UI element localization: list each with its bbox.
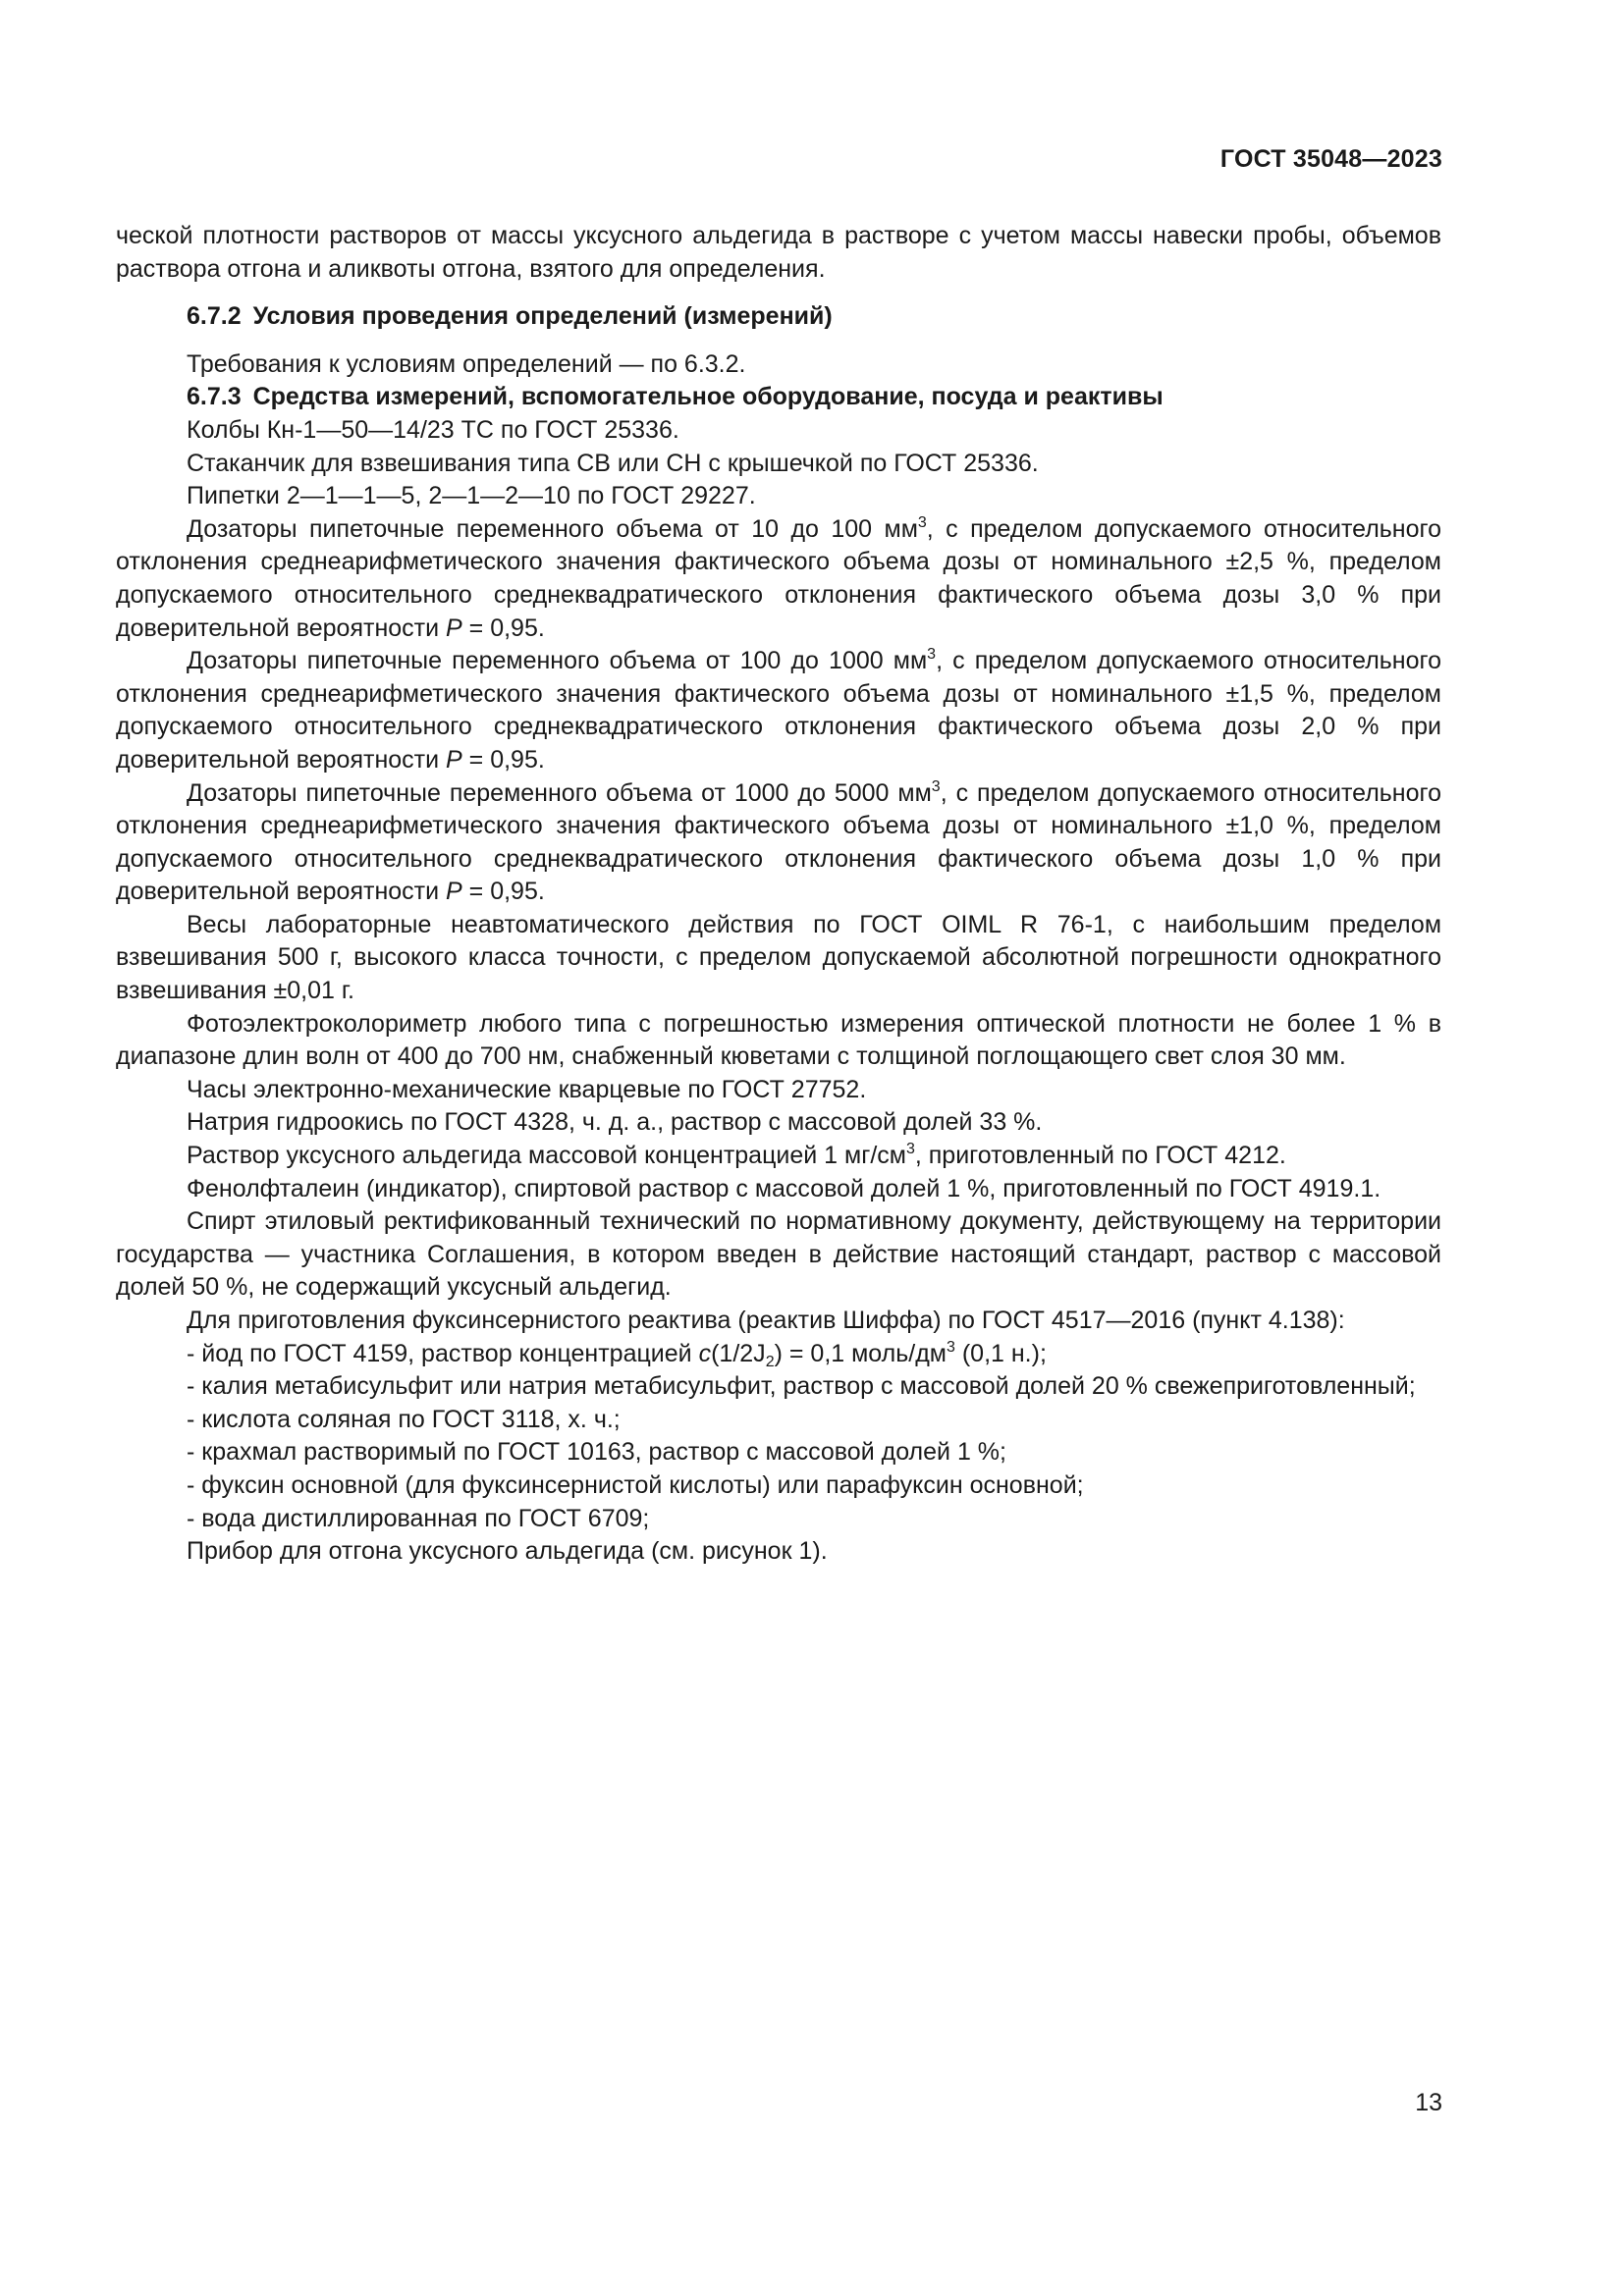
pipettes-paragraph: Пипетки 2—1—1—5, 2—1—2—10 по ГОСТ 29227. xyxy=(187,482,756,510)
page-header: ГОСТ 35048—2023 xyxy=(1219,145,1442,173)
cup-paragraph: Стаканчик для взвешивания типа СВ или СН с крышечкой по ГОСТ 25336. xyxy=(187,449,1039,477)
phenolphthalein-paragraph: Фенолфталеин (индикатор), спиртовой раствор с массовой долей 1 %, приготовленный по ГОСТ 4919.1. xyxy=(187,1174,1381,1202)
variable-p: P xyxy=(446,878,462,906)
sodium-hydroxide-paragraph: Натрия гидроокись по ГОСТ 4328, ч. д. а., раствор с массовой долей 33 %. xyxy=(187,1108,1043,1137)
list-item: - кислота соляная по ГОСТ 3118, х. ч.; xyxy=(187,1405,621,1433)
list-item: - крахмал растворимый по ГОСТ 10163, раствор с массовой долей 1 %; xyxy=(187,1438,1006,1467)
subscript: 2 xyxy=(765,1353,775,1370)
text-run: Дозаторы пипеточные переменного объема от 1000 до 5000 мм xyxy=(187,778,932,807)
continuation-paragraph: ческой плотности растворов от массы уксусного альдегида в растворе с учетом массы навески пробы, объемов раствора отгона и аликвоты отгона, взятого для определения. xyxy=(116,222,1441,283)
section-6-7-2-heading xyxy=(116,300,1441,334)
list-item: - калия метабисульфит или натрия метабисульфит, раствор с массовой долей 20 % свежеприготовленный; xyxy=(187,1372,1416,1401)
superscript: 3 xyxy=(917,513,927,531)
section-number: 6.7.2 xyxy=(187,302,242,331)
variable-p: P xyxy=(446,614,462,642)
superscript: 3 xyxy=(927,646,937,664)
text-run: ) = 0,1 моль/дм xyxy=(774,1339,947,1367)
superscript: 3 xyxy=(905,1141,915,1158)
dispensers-100-1000-paragraph xyxy=(116,645,1441,776)
text-run: = 0,95. xyxy=(461,878,545,906)
distillation-device-paragraph: Прибор для отгона уксусного альдегида (см. рисунок 1). xyxy=(187,1537,828,1566)
acetaldehyde-solution-paragraph xyxy=(116,1140,1441,1173)
conditions-paragraph: Требования к условиям определений — по 6.3.2. xyxy=(187,349,746,378)
text-run: = 0,95. xyxy=(461,745,545,774)
text-run: , с пределом допускаемого относительного отклонения среднеарифметического значения фактического объема дозы от номинального ±2,5 %, пределом допускаемого относительного среднеквадратического отклонения фактического объема дозы 3,0 % при доверительной вероятности xyxy=(116,514,1441,642)
list-item: - вода дистиллированная по ГОСТ 6709; xyxy=(187,1504,650,1532)
ethanol-paragraph: Спирт этиловый ректификованный технический по нормативному документу, действующему на территории государства — участника Соглашения, в котором введен в действие настоящий стандарт, раствор с массовой долей 50 %, не содержащий уксусный альдегид. xyxy=(116,1207,1441,1302)
flasks-paragraph: Колбы Кн-1—50—14/23 ТС по ГОСТ 25336. xyxy=(187,415,679,444)
section-title: Условия проведения определений (измерений) xyxy=(252,302,833,331)
superscript: 3 xyxy=(946,1338,955,1356)
page-number: 13 xyxy=(1415,2089,1442,2116)
list-item: - фуксин основной (для фуксинсернистой кислоты) или парафуксин основной; xyxy=(187,1470,1084,1499)
text-run: - йод по ГОСТ 4159, раствор концентрацией xyxy=(187,1339,699,1367)
dispensers-10-100-paragraph xyxy=(116,513,1441,645)
variable-p: P xyxy=(446,745,462,774)
text-run: , с пределом допускаемого относительного отклонения среднеарифметического значения фактического объема дозы от номинального ±1,5 %, пределом допускаемого относительного среднеквадратического отклонения фактического объема дозы 2,0 % при доверительной вероятности xyxy=(116,647,1441,774)
clock-paragraph: Часы электронно-механические кварцевые по ГОСТ 27752. xyxy=(187,1075,867,1103)
text-run: Дозаторы пипеточные переменного объема от 100 до 1000 мм xyxy=(187,647,928,675)
text-run: Дозаторы пипеточные переменного объема от 10 до 100 мм xyxy=(187,514,918,543)
text-run: Раствор уксусного альдегида массовой концентрацией 1 мг/см xyxy=(187,1142,906,1170)
text-run: = 0,95. xyxy=(461,614,545,642)
list-item-iodine xyxy=(116,1338,1441,1371)
text-run: (1/2J xyxy=(711,1339,766,1367)
superscript: 3 xyxy=(931,777,941,795)
section-title: Средства измерений, вспомогательное оборудование, посуда и реактивы xyxy=(252,383,1164,411)
text-run: , с пределом допускаемого относительного отклонения среднеарифметического значения фактического объема дозы от номинального ±1,0 %, пределом допускаемого относительного среднеквадратического отклонения фактического объема дозы 1,0 % при доверительной вероятности xyxy=(116,778,1441,906)
section-6-7-3-heading xyxy=(116,381,1441,414)
scales-paragraph: Весы лабораторные неавтоматического действия по ГОСТ OIML R 76-1, с наибольшим пределом взвешивания 500 г, высокого класса точности, с пределом допускаемой абсолютной погрешности однократного взвешивания ±0,01 г. xyxy=(116,910,1441,1005)
text-run: (0,1 н.); xyxy=(954,1339,1047,1367)
variable-c: c xyxy=(698,1339,712,1367)
schiff-reagent-paragraph: Для приготовления фуксинсернистого реактива (реактив Шиффа) по ГОСТ 4517—2016 (пункт 4.138): xyxy=(187,1307,1345,1334)
photocolorimeter-paragraph: Фотоэлектроколориметр любого типа с погрешностью измерения оптической плотности не более 1 % в диапазоне длин волн от 400 до 700 нм, снабженный кюветами с толщиной поглощающего свет слоя 30 мм. xyxy=(116,1009,1441,1071)
dispensers-1000-5000-paragraph xyxy=(116,777,1441,909)
text-run: , приготовленный по ГОСТ 4212. xyxy=(914,1142,1286,1170)
document-body xyxy=(116,220,1441,1569)
section-number: 6.7.3 xyxy=(187,383,242,411)
